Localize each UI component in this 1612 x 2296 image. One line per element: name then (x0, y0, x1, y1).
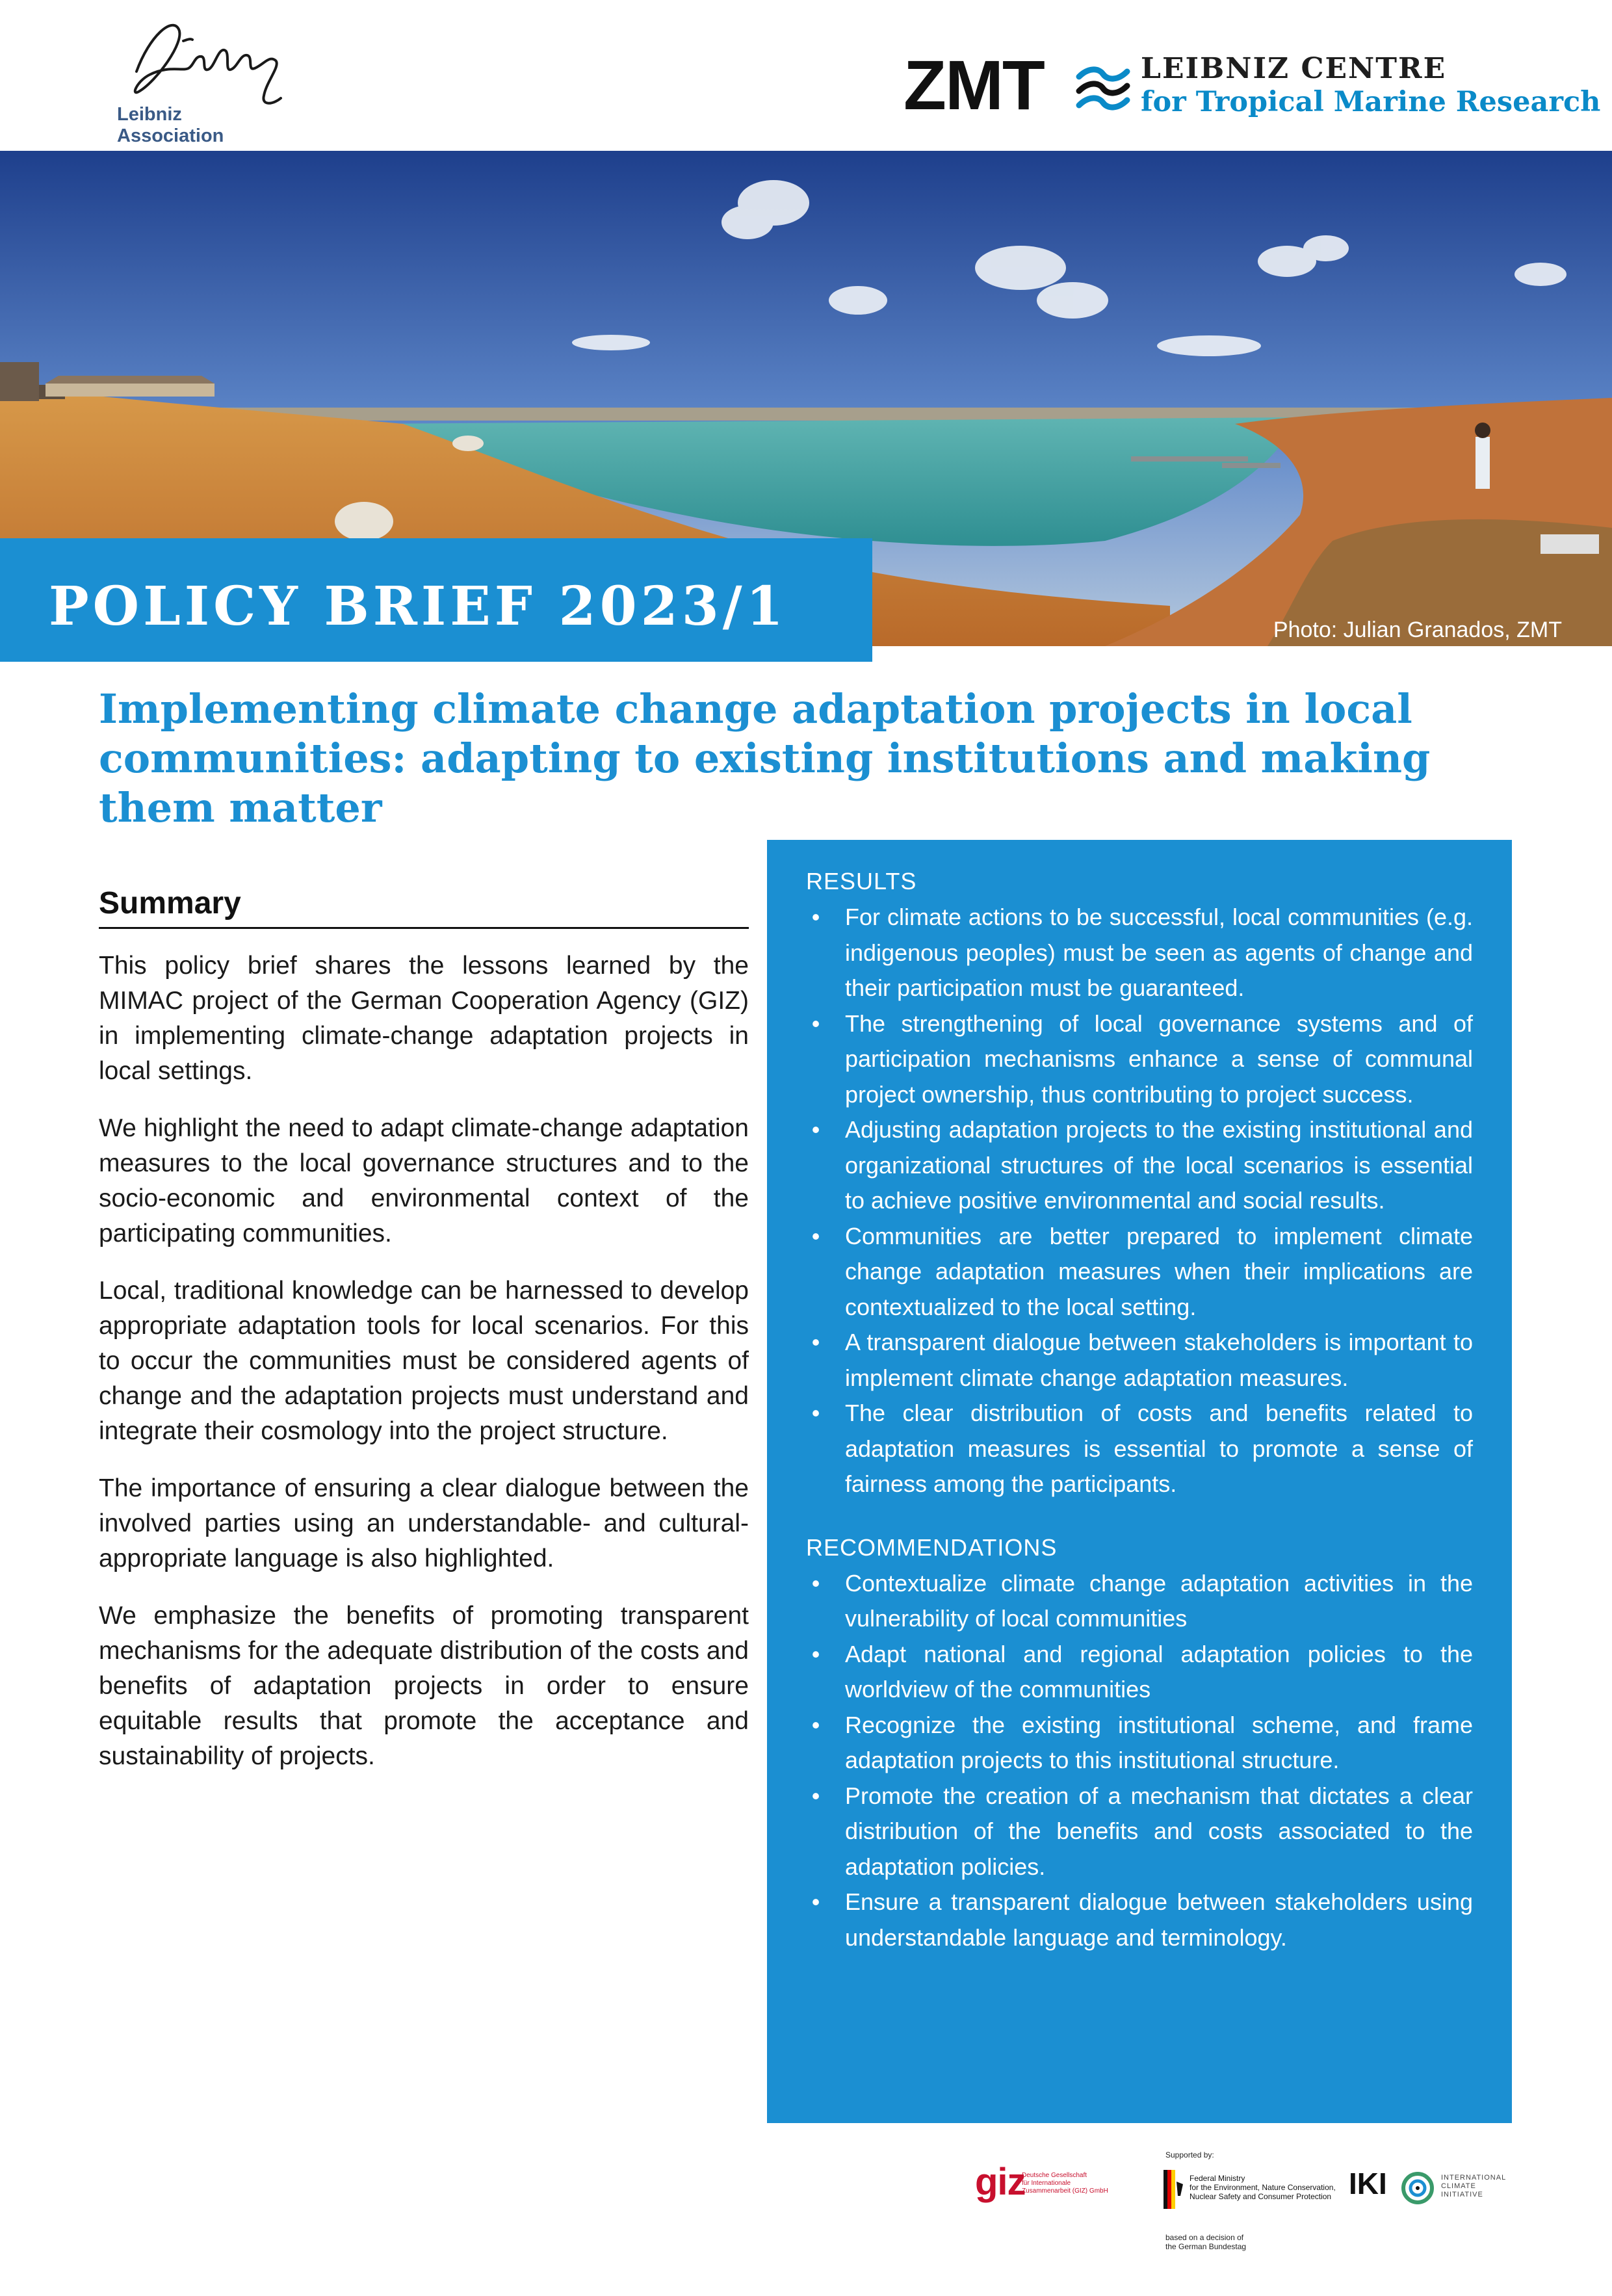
bmu-text (1190, 2174, 1336, 2201)
recommendations-list (806, 1566, 1473, 1956)
iki-line3: INITIATIVE (1441, 2191, 1483, 2198)
list-item (806, 900, 1473, 1006)
summary-paragraph: We highlight the need to adapt climate-change adaptation measures to the local governance structures and to the socio-economic and environmental context of the participating communities. (99, 1114, 749, 1247)
iki-globe-icon (1401, 2171, 1435, 2205)
giz-subtitle (1022, 2172, 1108, 2195)
giz-line2: für Internationale (1022, 2180, 1071, 2187)
zmt-name-line2: for Tropical Marine Research (1141, 86, 1601, 118)
list-item (806, 1885, 1473, 1955)
federal-eagle-icon (1164, 2170, 1184, 2209)
bmu-line3: Nuclear Safety and Consumer Protection (1190, 2192, 1332, 2201)
bullet-icon: • (811, 1222, 820, 1249)
result-text: The strengthening of local governance systems and of participation mechanisms enhance a sense of communal project ownership, thus contributing to project success. (845, 1010, 1473, 1108)
bundestag-line1: based on a decision of (1165, 2233, 1244, 2242)
zmt-logo (904, 46, 1601, 124)
photo-credit: Photo: Julian Granados, ZMT (1273, 618, 1562, 642)
bullet-icon: • (811, 1888, 820, 1915)
iki-line1: INTERNATIONAL (1441, 2174, 1507, 2182)
result-text: For climate actions to be successful, local communities (e.g. indigenous peoples) must be seen as agents of change and their participation must be guaranteed. (845, 904, 1473, 1001)
bmu-logo (1164, 2170, 1346, 2215)
summary-paragraph: We emphasize the benefits of promoting transparent mechanisms for the adequate distribution of the costs and benefits of adaptation projects in order to ensure equitable results that promote the acceptance and sustainability of projects. (99, 1602, 749, 1770)
zmt-name-line1: LEIBNIZ CENTRE (1141, 52, 1447, 85)
giz-logo (975, 2161, 1131, 2207)
bullet-icon: • (811, 1711, 820, 1738)
bullet-icon: • (811, 1400, 820, 1426)
list-item (806, 1325, 1473, 1396)
iki-logo (1349, 2167, 1518, 2215)
wave-icon (1074, 59, 1132, 117)
results-heading: RESULTS (806, 868, 917, 894)
bullet-icon: • (811, 1640, 820, 1667)
recommendation-text: Adapt national and regional adaptation policies to the worldview of the communities (845, 1640, 1473, 1702)
results-recommendations-box (767, 840, 1512, 2123)
results-list (806, 900, 1473, 1502)
list-item (806, 1006, 1473, 1113)
result-text: The clear distribution of costs and benefits related to adaptation measures is essential to promote a sense of fairness among the participants. (845, 1400, 1473, 1497)
bundestag-note (1165, 2233, 1246, 2251)
leibniz-text-line2: Association (117, 125, 224, 146)
recommendation-text: Promote the creation of a mechanism that dictates a clear distribution of the benefits and costs associated to the adaptation policies. (845, 1782, 1473, 1880)
list-item (806, 1779, 1473, 1885)
summary-paragraph: Local, traditional knowledge can be harnessed to develop appropriate adaptation tools for local scenarios. For this to occur the communities must be considered agents of change and the adaptation projects must understand and integrate their cosmology into the project structure. (99, 1277, 749, 1445)
list-item (806, 1566, 1473, 1637)
bmu-line1: Federal Ministry (1190, 2174, 1245, 2183)
recommendation-text: Recognize the existing institutional scheme, and frame adaptation projects to this institutional structure. (845, 1711, 1473, 1773)
summary-paragraph: This policy brief shares the lessons learned by the MIMAC project of the German Cooperation Agency (GIZ) in implementing climate-change adaptation projects in local settings. (99, 952, 749, 1085)
summary-heading: Summary (99, 884, 749, 929)
bullet-icon: • (811, 904, 820, 930)
giz-wordmark: giz (975, 2161, 1026, 2203)
giz-line1: Deutsche Gesellschaft (1022, 2172, 1087, 2179)
leibniz-signature-icon (110, 10, 299, 107)
giz-line3: Zusammenarbeit (GIZ) GmbH (1022, 2187, 1108, 2195)
iki-line2: CLIMATE (1441, 2182, 1476, 2190)
supported-by-label: Supported by: (1165, 2150, 1214, 2159)
bundestag-line2: the German Bundestag (1165, 2242, 1247, 2251)
policy-brief-label: POLICY BRIEF 2023/1 (49, 575, 787, 638)
list-item (806, 1219, 1473, 1325)
result-text: Adjusting adaptation projects to the existing institutional and organizational structures of the local scenarios is essential to achieve positive environmental and social results. (845, 1116, 1473, 1214)
iki-subtitle (1441, 2174, 1506, 2199)
summary-section (99, 884, 749, 1774)
summary-paragraph: The importance of ensuring a clear dialogue between the involved parties using an understandable- and cultural-appropriate language is also highlighted. (99, 1474, 749, 1572)
leibniz-text-line1: Leibniz (117, 104, 182, 125)
bullet-icon: • (811, 1782, 820, 1809)
iki-wordmark: IKI (1349, 2167, 1387, 2200)
bullet-icon: • (811, 1116, 820, 1143)
result-text: A transparent dialogue between stakeholders is important to implement climate change adaptation measures. (845, 1329, 1473, 1391)
leibniz-association-logo (110, 10, 299, 156)
recommendation-text: Ensure a transparent dialogue between stakeholders using understandable language and terminology. (845, 1888, 1473, 1951)
zmt-wordmark: ZMT (904, 46, 1044, 124)
list-item (806, 1396, 1473, 1502)
list-item (806, 1708, 1473, 1779)
list-item (806, 1112, 1473, 1219)
recommendation-text: Contextualize climate change adaptation activities in the vulnerability of local communities (845, 1569, 1473, 1632)
recommendations-heading: RECOMMENDATIONS (806, 1533, 1058, 1561)
page-title: Implementing climate change adaptation projects in local communities: adapting to existing institutions and making them matter (99, 685, 1431, 831)
bullet-icon: • (811, 1329, 820, 1355)
list-item (806, 1637, 1473, 1708)
bullet-icon: • (811, 1569, 820, 1597)
bmu-line2: for the Environment, Nature Conservation, (1190, 2183, 1336, 2192)
result-text: Communities are better prepared to implement climate change adaptation measures when their implications are contextualized to the local setting. (845, 1222, 1473, 1320)
bullet-icon: • (811, 1010, 820, 1037)
